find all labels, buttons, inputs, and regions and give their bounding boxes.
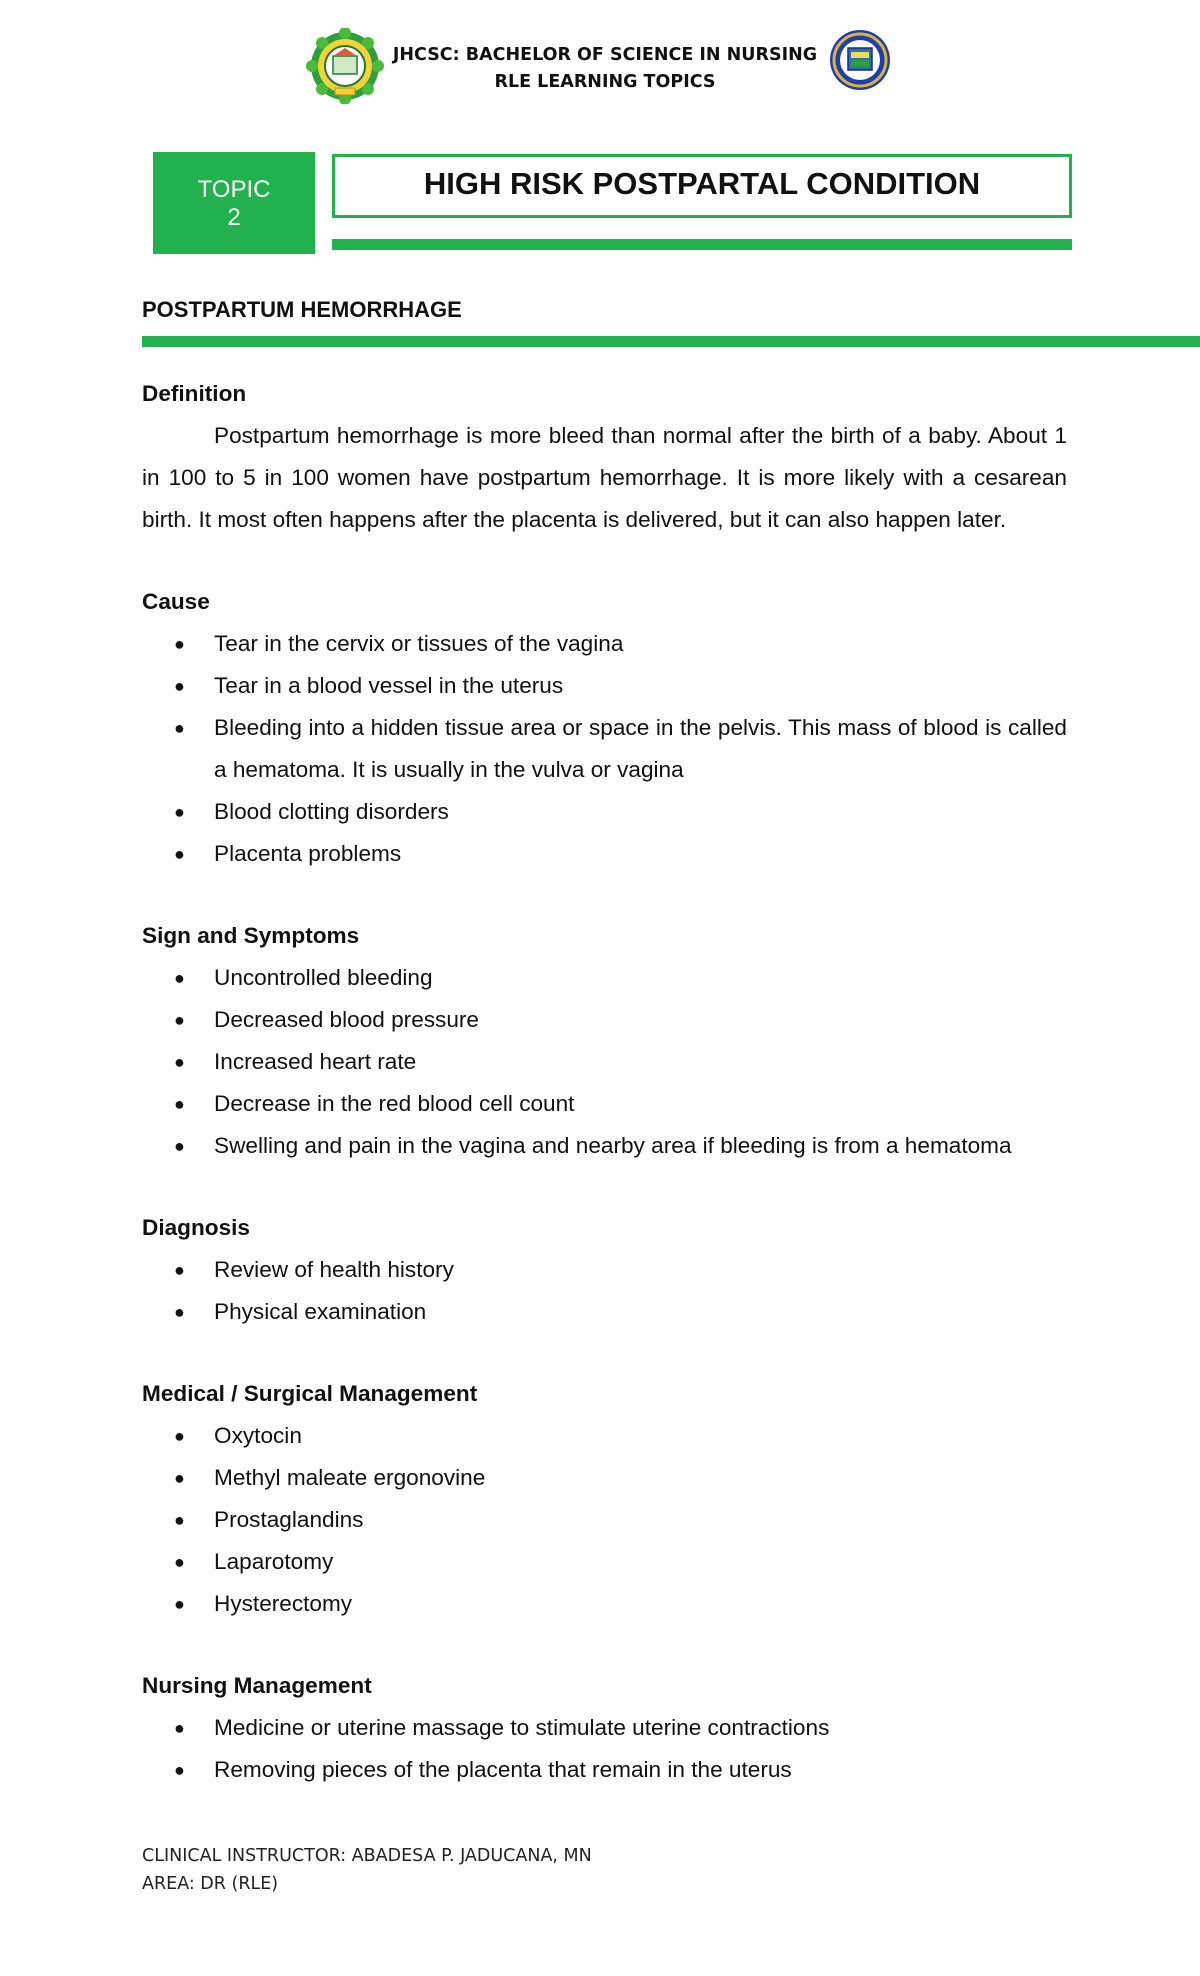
header-line-2: RLE LEARNING TOPICS (494, 72, 716, 92)
section-heading: POSTPARTUM HEMORRHAGE (142, 297, 462, 322)
signs-heading: Sign and Symptoms (142, 923, 360, 948)
list-item: ● Tear in a blood vessel in the uterus (142, 665, 1067, 707)
document-footer (142, 1842, 592, 1898)
footer-instructor: CLINICAL INSTRUCTOR: ABADESA P. JADUCANA, MN (142, 1846, 592, 1866)
nursing-management-list (142, 1707, 1067, 1791)
topic-number: 2 (227, 204, 241, 231)
list-item: ● Swelling and pain in the vagina and nearby area if bleeding is from a hematoma (142, 1125, 1067, 1167)
title-underline-bar (332, 239, 1072, 250)
topic-label-box (153, 152, 315, 254)
bullet-icon: ● (174, 802, 185, 822)
nursing-management-heading: Nursing Management (142, 1673, 372, 1698)
list-item: ● Bleeding into a hidden tissue area or space in the pelvis. This mass of blood is called a hematoma. It is usually in the vulva or vagina (142, 707, 1067, 791)
list-item: ● Medicine or uterine massage to stimulate uterine contractions (142, 1707, 1067, 1749)
bullet-icon: ● (174, 676, 185, 696)
bullet-icon: ● (174, 1010, 185, 1030)
bullet-icon: ● (174, 1302, 185, 1322)
list-item: ● Uncontrolled bleeding (142, 957, 1067, 999)
header-line-1: JHCSC: BACHELOR OF SCIENCE IN NURSING (392, 45, 818, 65)
document-body (142, 373, 1067, 1791)
bullet-icon: ● (174, 718, 185, 738)
list-item: ● Review of health history (142, 1249, 1067, 1291)
list-item: ● Placenta problems (142, 833, 1067, 875)
cause-list (142, 623, 1067, 875)
medical-management-list (142, 1415, 1067, 1625)
list-item: ● Laparotomy (142, 1541, 1067, 1583)
topic-label: TOPIC (197, 176, 271, 203)
bullet-icon: ● (174, 1260, 185, 1280)
bullet-icon: ● (174, 1510, 185, 1530)
bullet-icon: ● (174, 1594, 185, 1614)
bullet-icon: ● (174, 1094, 185, 1114)
bullet-icon: ● (174, 1468, 185, 1488)
bullet-icon: ● (174, 1760, 185, 1780)
bullet-icon: ● (174, 1426, 185, 1446)
signs-list (142, 957, 1067, 1167)
bullet-icon: ● (174, 844, 185, 864)
list-item: ● Hysterectomy (142, 1583, 1067, 1625)
list-item: ● Decrease in the red blood cell count (142, 1083, 1067, 1125)
list-item: ● Decreased blood pressure (142, 999, 1067, 1041)
diagnosis-heading: Diagnosis (142, 1215, 250, 1240)
bullet-icon: ● (174, 1052, 185, 1072)
footer-area: AREA: DR (RLE) (142, 1874, 279, 1894)
section-divider (142, 336, 1200, 347)
medical-management-heading: Medical / Surgical Management (142, 1381, 478, 1406)
bullet-icon: ● (174, 1552, 185, 1572)
document-header (380, 42, 830, 96)
list-item: ● Physical examination (142, 1291, 1067, 1333)
diagnosis-list (142, 1249, 1067, 1333)
definition-text: Postpartum hemorrhage is more bleed than normal after the birth of a baby. About 1 in 100 to 5 in 100 women have postpartum hemorrhage. It is more likely with a cesarean birth. It most often happens after the placenta is delivered, but it can also happen later. (142, 423, 1067, 532)
list-item: ● Methyl maleate ergonovine (142, 1457, 1067, 1499)
list-item: ● Oxytocin (142, 1415, 1067, 1457)
bullet-icon: ● (174, 968, 185, 988)
list-item: ● Blood clotting disorders (142, 791, 1067, 833)
list-item: ● Tear in the cervix or tissues of the vagina (142, 623, 1067, 665)
list-item: ● Removing pieces of the placenta that remain in the uterus (142, 1749, 1067, 1791)
nursing-school-seal-logo (825, 28, 895, 92)
bullet-icon: ● (174, 1718, 185, 1738)
list-item: ● Prostaglandins (142, 1499, 1067, 1541)
bullet-icon: ● (174, 1136, 185, 1156)
college-seal-logo (300, 28, 390, 104)
list-item: ● Increased heart rate (142, 1041, 1067, 1083)
cause-heading: Cause (142, 589, 210, 614)
page-title: HIGH RISK POSTPARTAL CONDITION (332, 154, 1072, 218)
definition-heading: Definition (142, 381, 247, 406)
bullet-icon: ● (174, 634, 185, 654)
